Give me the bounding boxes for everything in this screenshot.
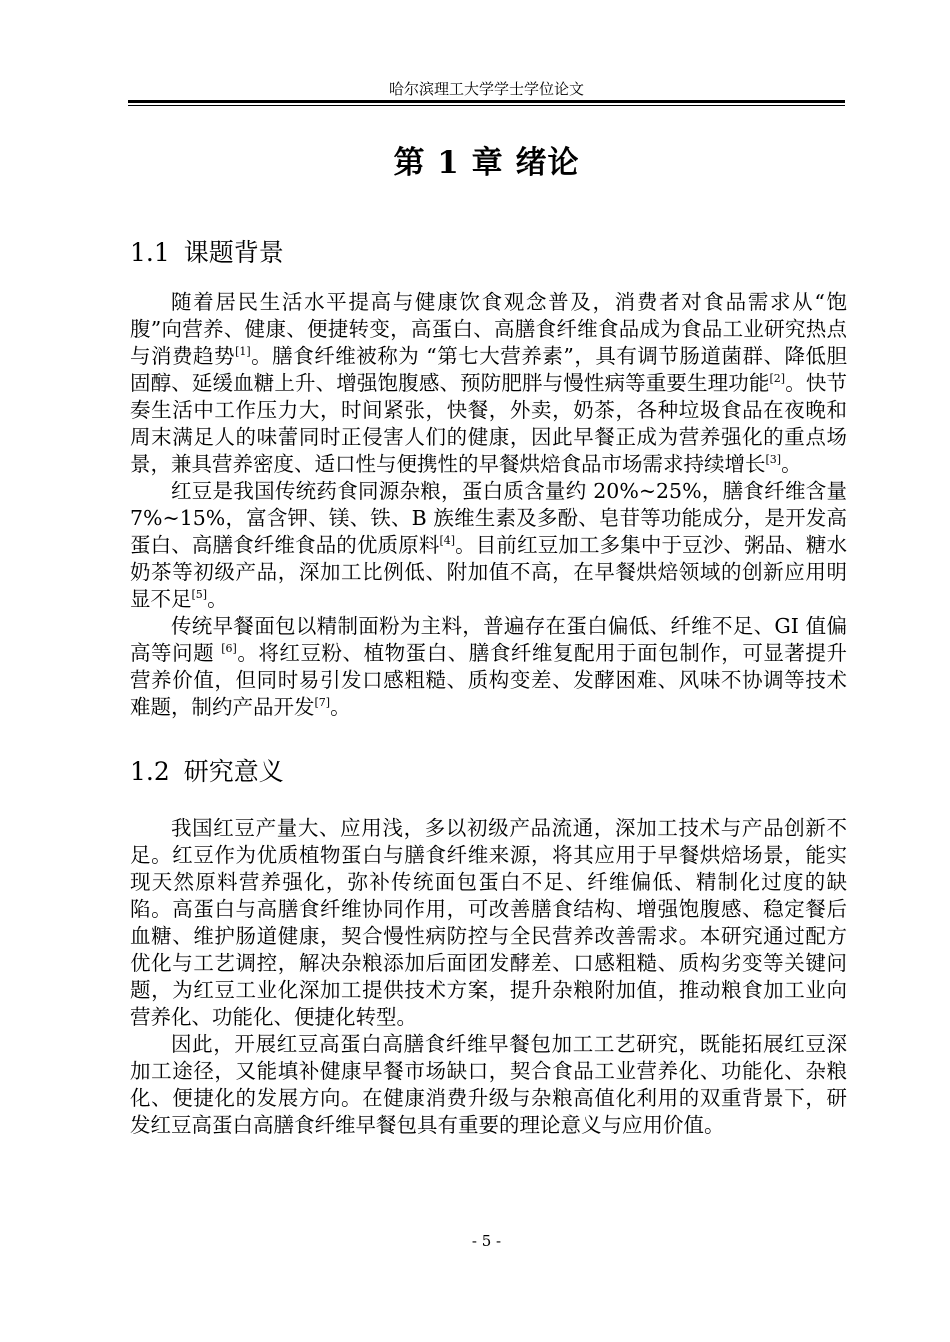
paragraph-text: 我国红豆产量大、应用浅，多以初级产品流通，深加工技术与产品创新不足。红豆作为优质植物蛋白与膳食纤维来源，将其应用于早餐烘焙场景，能实现天然原料营养强化，弥补传统面包蛋白不足、纤维偏低、精制化过度的缺陷。高蛋白与高膳食纤维协同作用，可改善膳食结构、增强饱腹感、稳定餐后血糖、维护肠道健康，契合慢性病防控与全民营养改善需求。本研究通过配方优化与工艺调控，解决杂粮添加后面团发酵差、口感粗糙、质构劣变等关键问题，为红豆工业化深加工提供技术方案，提升杂粮附加值，推动粮食加工业向营养化、功能化、便捷化转型。 (130, 816, 847, 1029)
section-heading-1-2 (130, 755, 284, 789)
citation: [7] (314, 696, 331, 709)
page-number: - 5 - (471, 1232, 502, 1250)
citation: [2] (769, 372, 786, 385)
paragraph-text: 随着居民生活水平提高与健康饮食观念普及，消费者对食品需求从“饱腹”向营养、健康、便捷转变，高蛋白、高膳食纤维食品成为食品工业研究热点与消费趋势 (130, 290, 847, 368)
section-heading-1-1 (130, 236, 284, 270)
header-rule-thick (128, 100, 845, 103)
citation: [3] (765, 453, 782, 466)
citation: [4] (439, 534, 456, 547)
section-number: 1.1 (130, 238, 170, 267)
section-1-2-body (130, 815, 847, 1139)
citation: [6] (221, 642, 237, 655)
section-title: 课题背景 (183, 238, 284, 267)
paragraph (130, 613, 847, 721)
paragraph-text: 。 (207, 587, 228, 611)
section-1-1-body (130, 289, 847, 721)
section-number: 1.2 (130, 757, 170, 786)
paragraph-text: 红豆是我国传统药食同源杂粮，蛋白质含量约 20%~25%，膳食纤维含量 7%~15%，富含钾、镁、铁、B 族维生素及多酚、皂苷等功能成分，是开发高蛋白、高膳食纤维食品的优质原料 (130, 479, 847, 557)
paragraph-text: 。 (781, 452, 802, 476)
paragraph-text: 。目前红豆加工多集中于豆沙、粥品、糖水奶茶等初级产品，深加工比例低、附加值不高，在早餐烘焙领域的创新应用明显不足 (130, 533, 848, 611)
section-title: 研究意义 (183, 757, 284, 786)
running-header: 哈尔滨理工大学学士学位论文 (388, 80, 584, 98)
paragraph-text: 传统早餐面包以精制面粉为主料，普遍存在蛋白偏低、纤维不足、GI 值偏高等问题 (130, 614, 847, 665)
paragraph (130, 815, 847, 1031)
paragraph-text: 。快节奏生活中工作压力大，时间紧张，快餐，外卖，奶茶，各种垃圾食品在夜晚和周末满足人的味蕾同时正侵害人们的健康，因此早餐正成为营养强化的重点场景，兼具营养密度、适口性与便携性的早餐烘焙食品市场需求持续增长 (130, 371, 847, 476)
paragraph (130, 289, 847, 478)
chapter-title: 第 1 章 绪论 (393, 145, 580, 181)
paragraph (130, 478, 847, 613)
citation: [5] (191, 588, 208, 601)
paragraph (130, 1031, 847, 1139)
citation: [1] (235, 345, 251, 358)
paragraph-text: 。膳食纤维被称为 “第七大营养素”，具有调节肠道菌群、降低胆固醇、延缓血糖上升、增强饱腹感、预防肥胖与慢性病等重要生理功能 (130, 344, 847, 395)
paragraph-text: 。将红豆粉、植物蛋白、膳食纤维复配用于面包制作，可显著提升营养价值，但同时易引发口感粗糙、质构变差、发酵困难、风味不协调等技术难题，制约产品开发 (130, 641, 847, 719)
paragraph-text: 因此，开展红豆高蛋白高膳食纤维早餐包加工工艺研究，既能拓展红豆深加工途径，又能填补健康早餐市场缺口，契合食品工业营养化、功能化、杂粮化、便捷化的发展方向。在健康消费升级与杂粮高值化利用的双重背景下，研发红豆高蛋白高膳食纤维早餐包具有重要的理论意义与应用价值。 (130, 1032, 847, 1137)
header-rule-thin (128, 105, 845, 106)
paragraph-text: 。 (330, 695, 351, 719)
